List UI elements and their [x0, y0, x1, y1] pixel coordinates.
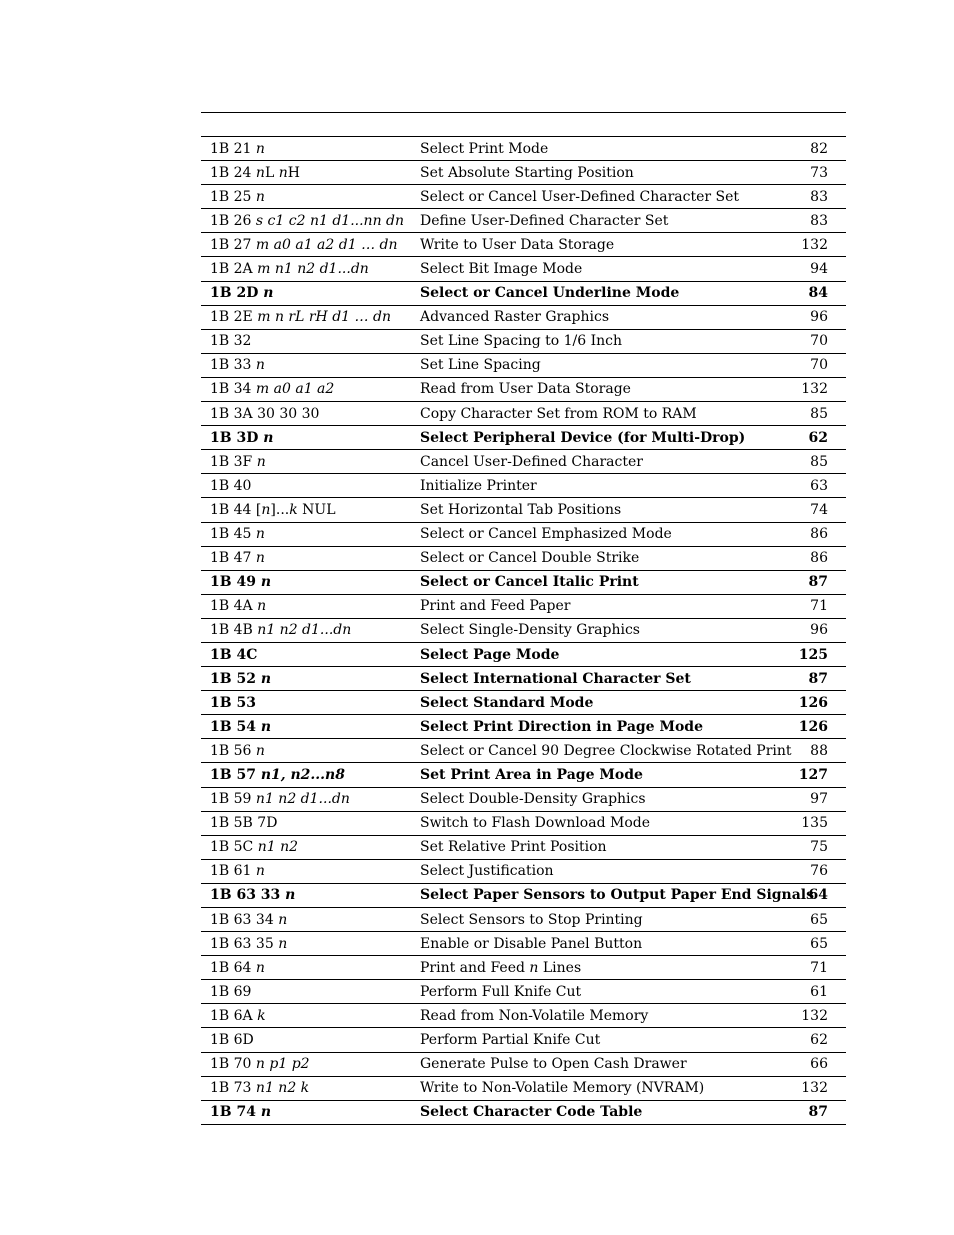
table-row — [201, 739, 846, 763]
command-code: 1B 5B 7D — [201, 811, 411, 835]
page-number: 63 — [786, 474, 846, 498]
command-code: 1B 33 n — [201, 353, 411, 377]
command-description: Write to User Data Storage — [411, 233, 786, 257]
table-row — [201, 1028, 846, 1052]
table-row — [201, 137, 846, 161]
page-number: 74 — [786, 498, 846, 522]
command-code: 1B 59 n1 n2 d1...dn — [201, 787, 411, 811]
table-row — [201, 1052, 846, 1076]
command-description: Perform Partial Knife Cut — [411, 1028, 786, 1052]
command-code: 1B 34 m a0 a1 a2 — [201, 377, 411, 401]
command-description: Select Standard Mode — [411, 691, 786, 715]
table-row — [201, 642, 846, 666]
command-code: 1B 4C — [201, 642, 411, 666]
command-description: Set Line Spacing — [411, 353, 786, 377]
command-description: Select Sensors to Stop Printing — [411, 908, 786, 932]
command-description: Select or Cancel Emphasized Mode — [411, 522, 786, 546]
command-description: Select Peripheral Device (for Multi-Drop) — [411, 426, 786, 450]
command-code: 1B 63 35 n — [201, 932, 411, 956]
page-number: 64 — [786, 883, 846, 907]
header-rule — [201, 112, 846, 113]
command-code: 1B 26 s c1 c2 n1 d1...nn dn — [201, 209, 411, 233]
table-row — [201, 522, 846, 546]
page-number: 65 — [786, 908, 846, 932]
table-row — [201, 402, 846, 426]
command-description: Set Relative Print Position — [411, 835, 786, 859]
command-code: 1B 24 nL nH — [201, 161, 411, 185]
command-code: 1B 4B n1 n2 d1...dn — [201, 618, 411, 642]
table-row — [201, 546, 846, 570]
command-code: 1B 56 n — [201, 739, 411, 763]
command-code: 1B 45 n — [201, 522, 411, 546]
command-description: Select Double-Density Graphics — [411, 787, 786, 811]
page-number: 125 — [786, 642, 846, 666]
command-code: 1B 64 n — [201, 956, 411, 980]
page-number: 87 — [786, 570, 846, 594]
command-description: Advanced Raster Graphics — [411, 305, 786, 329]
table-row — [201, 329, 846, 353]
table-row — [201, 353, 846, 377]
command-table-body — [201, 137, 846, 1125]
table-row — [201, 594, 846, 618]
command-description: Select Print Mode — [411, 137, 786, 161]
command-code: 1B 47 n — [201, 546, 411, 570]
command-description: Select Bit Image Mode — [411, 257, 786, 281]
command-code: 1B 25 n — [201, 185, 411, 209]
command-description: Set Print Area in Page Mode — [411, 763, 786, 787]
table-row — [201, 908, 846, 932]
command-description: Set Absolute Starting Position — [411, 161, 786, 185]
command-description: Define User-Defined Character Set — [411, 209, 786, 233]
page-number: 94 — [786, 257, 846, 281]
command-description: Select or Cancel User-Defined Character Set — [411, 185, 786, 209]
table-row — [201, 474, 846, 498]
command-description: Perform Full Knife Cut — [411, 980, 786, 1004]
command-code: 1B 49 n — [201, 570, 411, 594]
table-row — [201, 667, 846, 691]
page-number: 132 — [786, 1076, 846, 1100]
table-row — [201, 715, 846, 739]
table-row — [201, 377, 846, 401]
command-code: 1B 40 — [201, 474, 411, 498]
command-description: Generate Pulse to Open Cash Drawer — [411, 1052, 786, 1076]
page-number: 85 — [786, 402, 846, 426]
page-number: 86 — [786, 522, 846, 546]
command-description: Select or Cancel Double Strike — [411, 546, 786, 570]
command-description: Select Print Direction in Page Mode — [411, 715, 786, 739]
table-row — [201, 281, 846, 305]
table-row — [201, 185, 846, 209]
command-description: Switch to Flash Download Mode — [411, 811, 786, 835]
table-row — [201, 570, 846, 594]
page-number: 132 — [786, 1004, 846, 1028]
page-number: 62 — [786, 1028, 846, 1052]
command-code: 1B 74 n — [201, 1100, 411, 1124]
command-description: Set Horizontal Tab Positions — [411, 498, 786, 522]
command-description: Enable or Disable Panel Button — [411, 932, 786, 956]
page-number: 70 — [786, 353, 846, 377]
page-number: 97 — [786, 787, 846, 811]
table-row — [201, 450, 846, 474]
page-number: 127 — [786, 763, 846, 787]
command-description: Select or Cancel Italic Print — [411, 570, 786, 594]
page-number: 83 — [786, 209, 846, 233]
command-description: Read from Non-Volatile Memory — [411, 1004, 786, 1028]
table-row — [201, 859, 846, 883]
page-number: 88 — [786, 739, 846, 763]
command-description: Select Justification — [411, 859, 786, 883]
command-description: Initialize Printer — [411, 474, 786, 498]
command-code: 1B 32 — [201, 329, 411, 353]
page-number: 126 — [786, 691, 846, 715]
command-code: 1B 2E m n rL rH d1 … dn — [201, 305, 411, 329]
command-description: Copy Character Set from ROM to RAM — [411, 402, 786, 426]
table-row — [201, 763, 846, 787]
page-number: 61 — [786, 980, 846, 1004]
page-number: 96 — [786, 618, 846, 642]
page-number: 76 — [786, 859, 846, 883]
command-code: 1B 44 [n]...k NUL — [201, 498, 411, 522]
page-number: 135 — [786, 811, 846, 835]
table-row — [201, 1076, 846, 1100]
table-row — [201, 835, 846, 859]
command-code: 1B 53 — [201, 691, 411, 715]
table-row — [201, 956, 846, 980]
page-number: 132 — [786, 233, 846, 257]
command-code: 1B 3D n — [201, 426, 411, 450]
page-number: 87 — [786, 667, 846, 691]
command-description: Print and Feed n Lines — [411, 956, 786, 980]
page-number: 126 — [786, 715, 846, 739]
table-row — [201, 1004, 846, 1028]
table-row — [201, 618, 846, 642]
table-row — [201, 233, 846, 257]
command-code: 1B 27 m a0 a1 a2 d1 … dn — [201, 233, 411, 257]
table-row — [201, 787, 846, 811]
page-number: 132 — [786, 377, 846, 401]
table-row — [201, 980, 846, 1004]
page-number: 71 — [786, 594, 846, 618]
command-description: Write to Non-Volatile Memory (NVRAM) — [411, 1076, 786, 1100]
command-code: 1B 3A 30 30 30 — [201, 402, 411, 426]
table-row — [201, 1100, 846, 1124]
command-code: 1B 69 — [201, 980, 411, 1004]
command-description: Select or Cancel 90 Degree Clockwise Rotated Print — [411, 739, 786, 763]
page-number: 84 — [786, 281, 846, 305]
command-table — [201, 136, 846, 1125]
command-description: Cancel User-Defined Character — [411, 450, 786, 474]
command-description: Set Line Spacing to 1/6 Inch — [411, 329, 786, 353]
page-number: 82 — [786, 137, 846, 161]
command-description: Select International Character Set — [411, 667, 786, 691]
command-code: 1B 6A k — [201, 1004, 411, 1028]
command-code: 1B 5C n1 n2 — [201, 835, 411, 859]
table-row — [201, 811, 846, 835]
page-number: 70 — [786, 329, 846, 353]
table-row — [201, 883, 846, 907]
command-description: Select Character Code Table — [411, 1100, 786, 1124]
command-description: Read from User Data Storage — [411, 377, 786, 401]
page-number: 83 — [786, 185, 846, 209]
command-code: 1B 3F n — [201, 450, 411, 474]
command-code: 1B 54 n — [201, 715, 411, 739]
command-code: 1B 63 33 n — [201, 883, 411, 907]
table-row — [201, 257, 846, 281]
page-number: 96 — [786, 305, 846, 329]
page-number: 71 — [786, 956, 846, 980]
command-code: 1B 70 n p1 p2 — [201, 1052, 411, 1076]
command-description: Select or Cancel Underline Mode — [411, 281, 786, 305]
command-description: Select Page Mode — [411, 642, 786, 666]
page-number: 87 — [786, 1100, 846, 1124]
table-row — [201, 932, 846, 956]
command-code: 1B 52 n — [201, 667, 411, 691]
command-description: Print and Feed Paper — [411, 594, 786, 618]
table-row — [201, 691, 846, 715]
table-row — [201, 498, 846, 522]
command-code: 1B 73 n1 n2 k — [201, 1076, 411, 1100]
page-number: 66 — [786, 1052, 846, 1076]
table-row — [201, 209, 846, 233]
command-code: 1B 61 n — [201, 859, 411, 883]
command-code: 1B 2D n — [201, 281, 411, 305]
page-number: 86 — [786, 546, 846, 570]
command-code: 1B 6D — [201, 1028, 411, 1052]
table-row — [201, 161, 846, 185]
page-number: 62 — [786, 426, 846, 450]
table-row — [201, 305, 846, 329]
command-code: 1B 4A n — [201, 594, 411, 618]
command-code: 1B 21 n — [201, 137, 411, 161]
command-description: Select Paper Sensors to Output Paper End Signals — [411, 883, 786, 907]
page-number: 65 — [786, 932, 846, 956]
command-code: 1B 2A m n1 n2 d1...dn — [201, 257, 411, 281]
table-row — [201, 426, 846, 450]
page-number: 73 — [786, 161, 846, 185]
command-code: 1B 63 34 n — [201, 908, 411, 932]
command-description: Select Single-Density Graphics — [411, 618, 786, 642]
page-number: 75 — [786, 835, 846, 859]
page-number: 85 — [786, 450, 846, 474]
command-code: 1B 57 n1, n2...n8 — [201, 763, 411, 787]
